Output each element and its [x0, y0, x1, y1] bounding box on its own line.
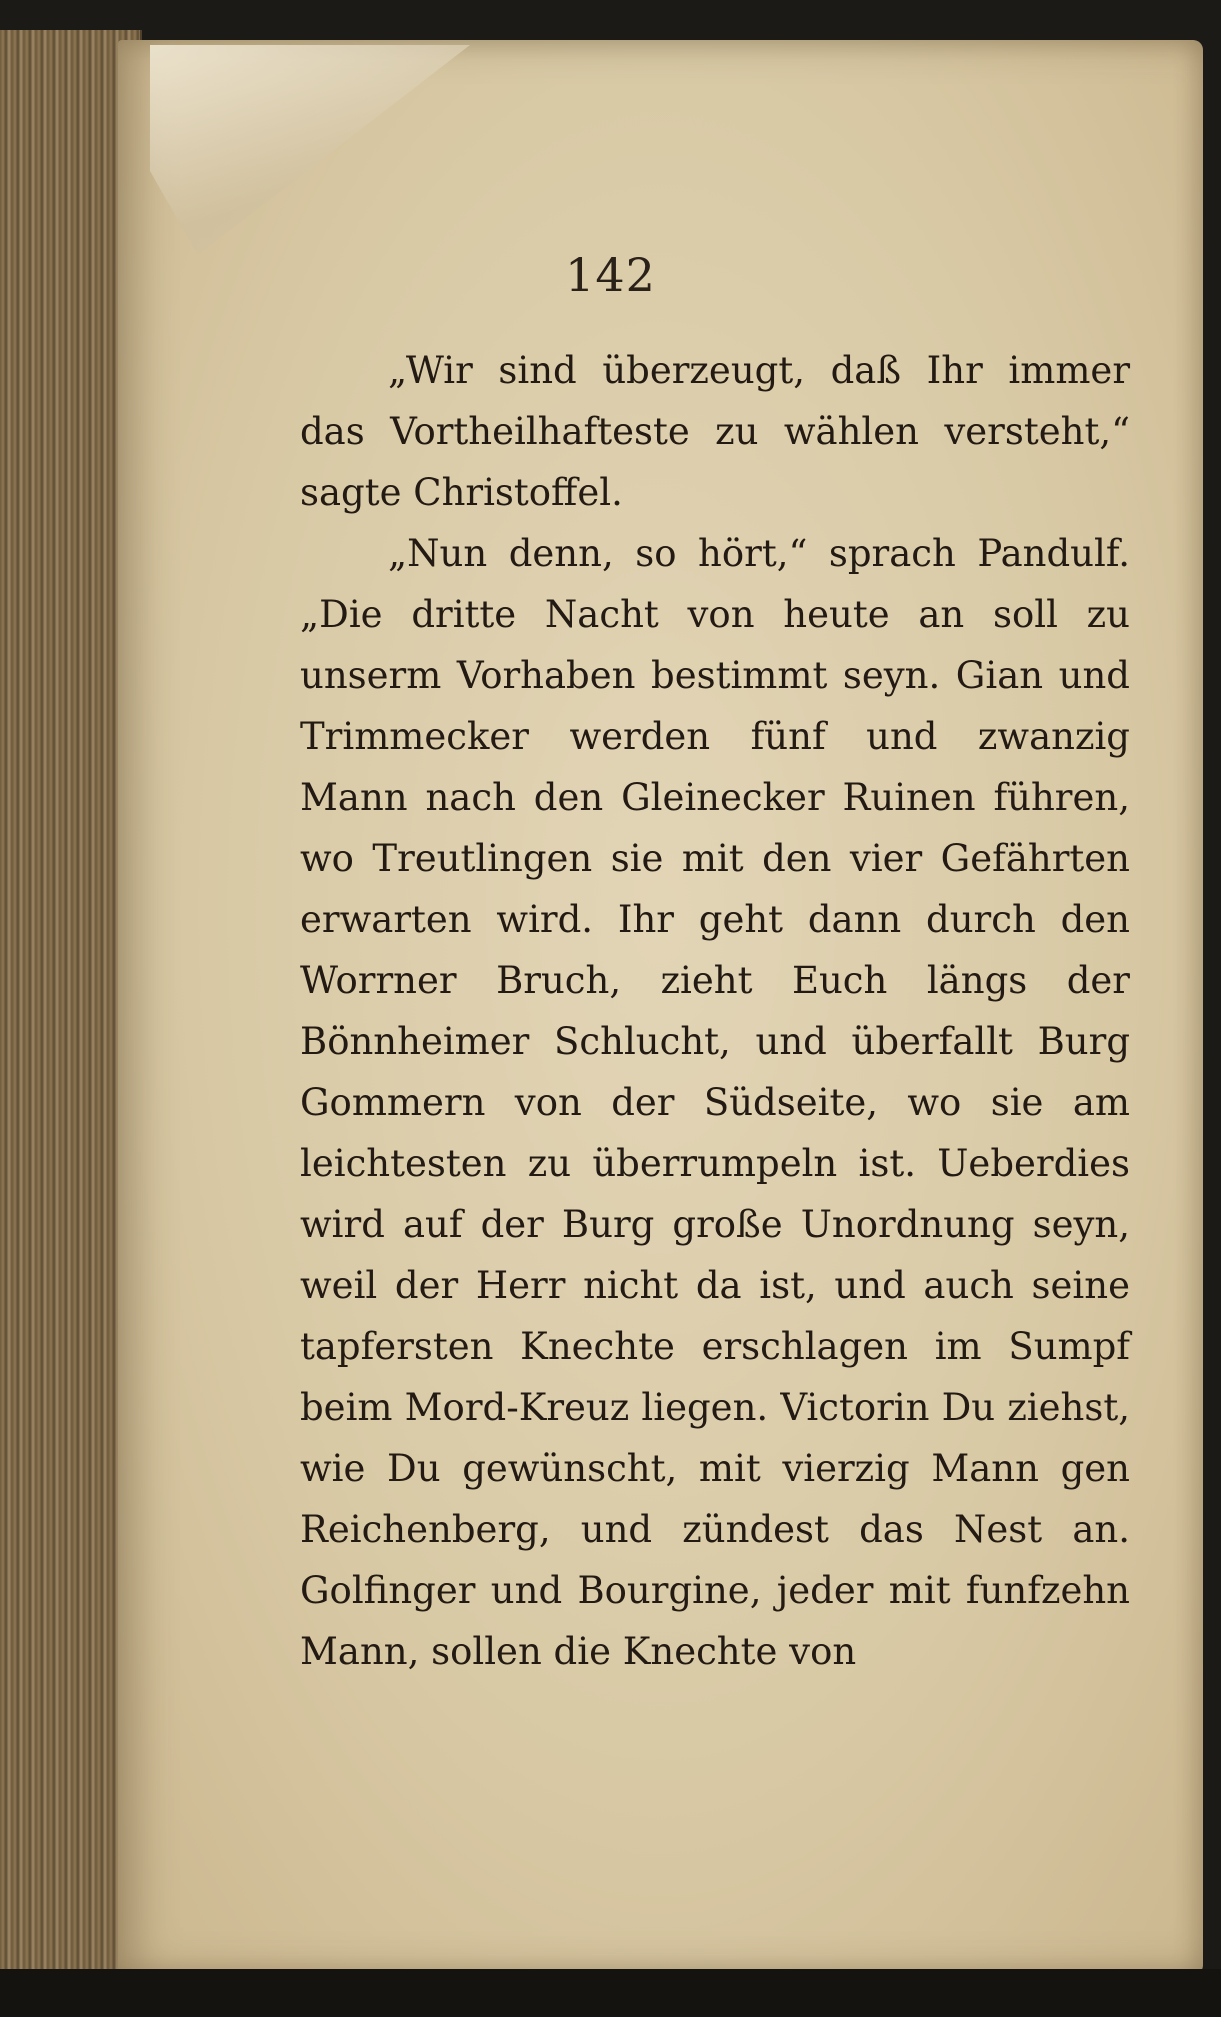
paragraph-1: „Wir sind überzeugt, daß Ihr immer das Vortheilhafteste zu wählen versteht,“ sagte Christoffel. — [300, 349, 1130, 514]
paragraph-2: „Nun denn, so hört,“ sprach Pandulf. „Die dritte Nacht von heute an soll zu unserm Vorhaben bestimmt seyn. Gian und Trimmecker werden fünf und zwanzig Mann nach den Gleinecker Ruinen führen, wo Treutlingen sie mit den vier Gefährten erwarten wird. Ihr geht dann durch den Worrner Bruch, zieht Euch längs der Bönnheimer Schlucht, und überfallt Burg Gommern von der Südseite, wo sie am leichtesten zu überrumpeln ist. Ueberdies wird auf der Burg große Unordnung seyn, weil der Herr nicht da ist, und auch seine tapfersten Knechte erschlagen im Sumpf beim Mord-Kreuz liegen. Victorin Du ziehst, wie Du gewünscht, mit vierzig Mann gen Reichenberg, und zündest das Nest an. Golfinger und Bourgine, jeder mit funfzehn Mann, sollen die Knechte von — [300, 532, 1130, 1673]
body-text — [300, 340, 1130, 1682]
page-number: 142 — [565, 248, 656, 302]
scan-bottom-border — [0, 1969, 1221, 2017]
